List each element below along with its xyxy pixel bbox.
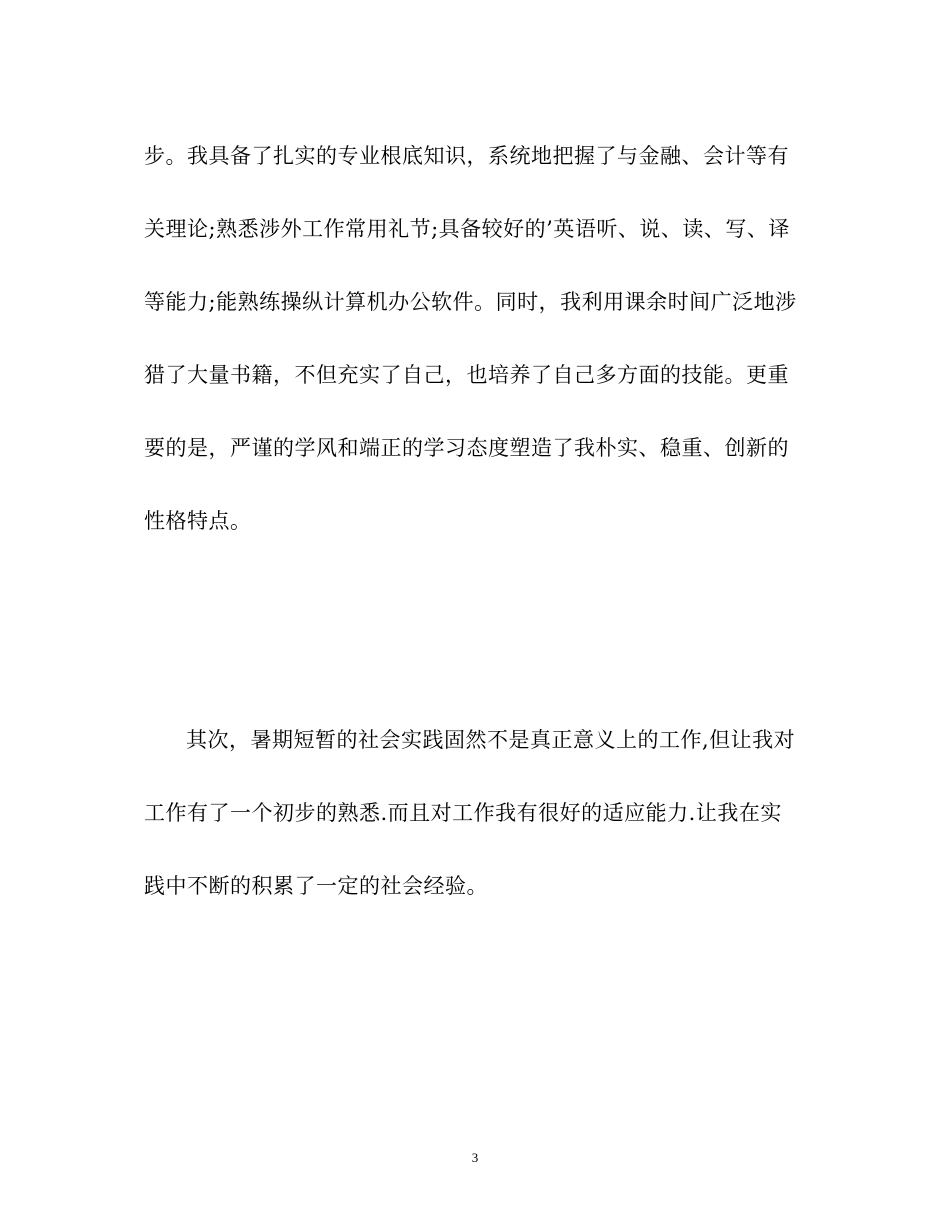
- paragraph-2-line-3: 践中不断的积累了一定的社会经验。: [144, 874, 488, 898]
- paragraph-1-line-3: 等能力;能熟练操纵计算机办公软件。同时，我利用课余时间广泛地涉: [144, 290, 797, 314]
- paragraph-1-line-6: 性格特点。: [144, 509, 252, 533]
- paragraph-2-line-1: 其次，暑期短暂的社会实践固然不是真正意义上的工作,但让我对: [186, 728, 796, 752]
- page-number: 3: [471, 1150, 479, 1165]
- paragraph-1-line-2: 关理论;熟悉涉外工作常用礼节;具备较好的’英语听、说、读、写、译: [144, 217, 790, 241]
- paragraph-1-line-4: 猎了大量书籍，不但充实了自己，也培养了自己多方面的技能。更重: [144, 363, 789, 387]
- paragraph-1-line-1: 步。我具备了扎实的专业根底知识，系统地把握了与金融、会计等有: [144, 144, 789, 168]
- paragraph-1-line-5: 要的是，严谨的学风和端正的学习态度塑造了我朴实、稳重、创新的: [144, 436, 789, 460]
- paragraph-2-line-2: 工作有了一个初步的熟悉.而且对工作我有很好的适应能力.让我在实: [144, 801, 782, 825]
